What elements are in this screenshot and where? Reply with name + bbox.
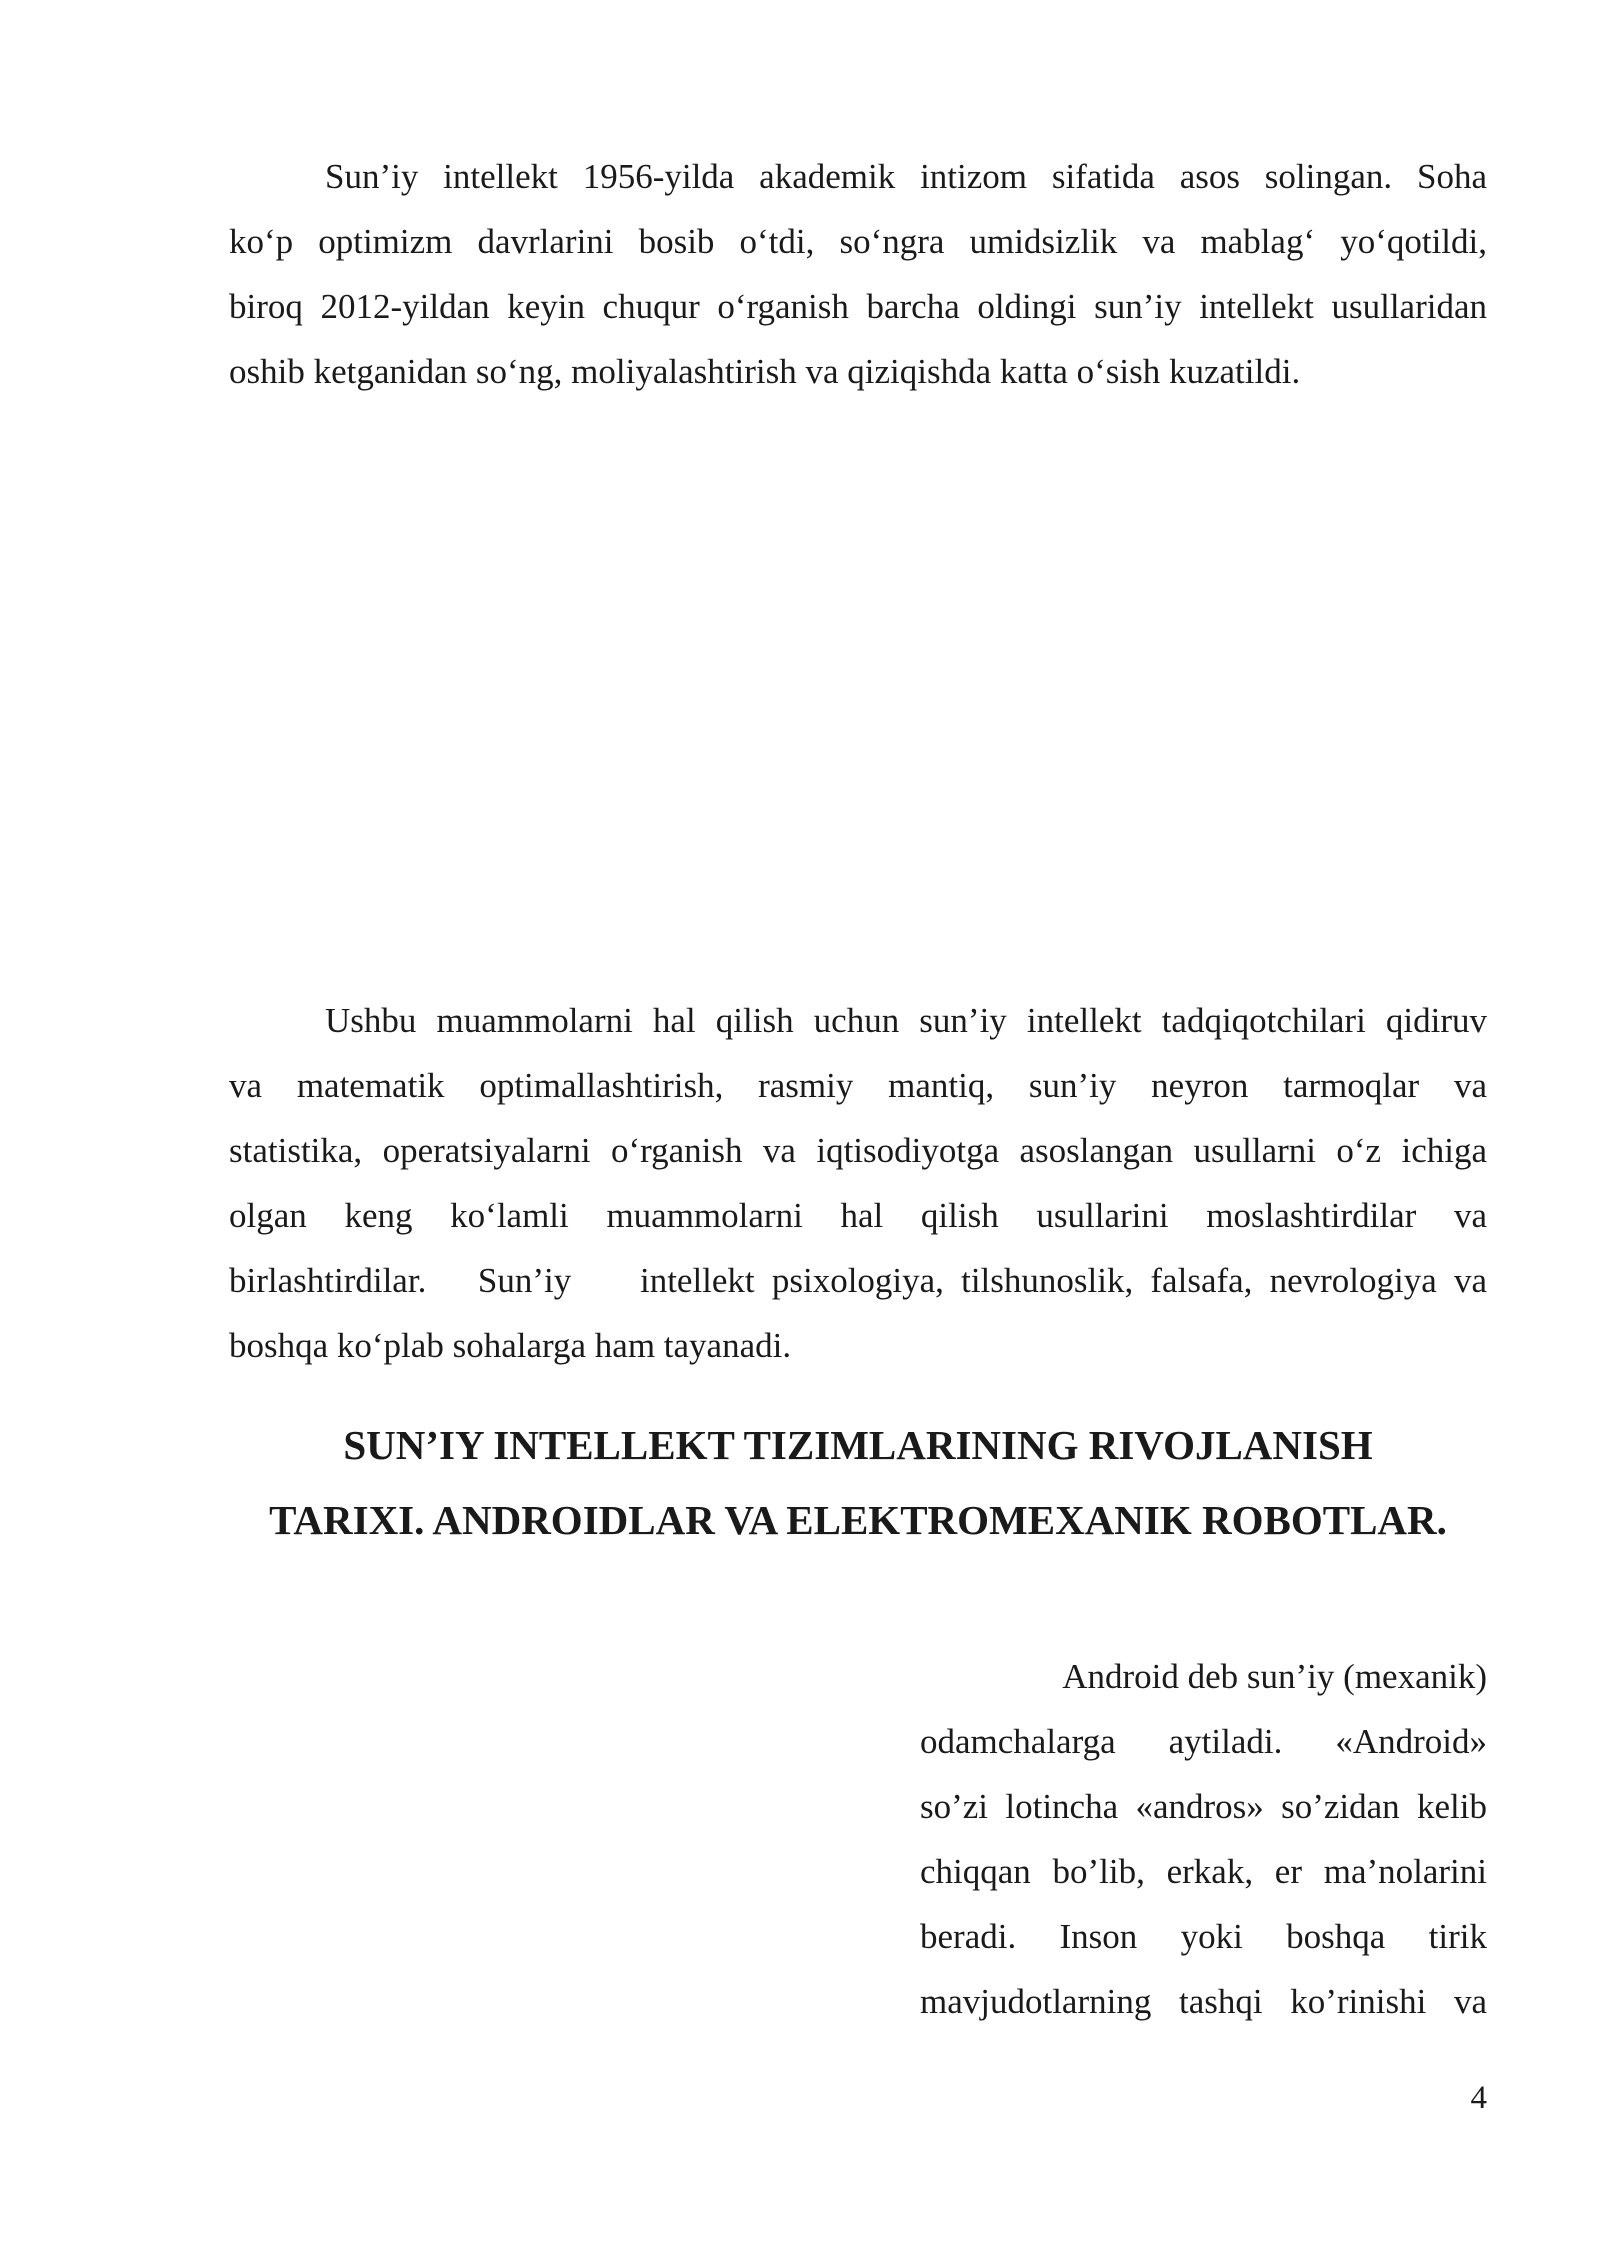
text-line: va matematik optimallashtirish, rasmiy mantiq, sun’iy neyron tarmoqlar va — [229, 1066, 1487, 1105]
paragraph-android-definition — [920, 1644, 1487, 2034]
text-line: Sun’iy intellekt 1956-yilda akademik intizom sifatida asos solingan. Soha — [325, 157, 1487, 196]
text-line: birlashtirdilar. Sun’iy intellekt psixologiya, tilshunoslik, falsafa, nevrologiya va — [229, 1261, 1487, 1300]
text-line: olgan keng ko‘lamli muammolarni hal qilish usullarini moslashtirdilar va — [229, 1196, 1487, 1235]
paragraph-ai-methods — [229, 988, 1487, 1378]
text-line: statistika, operatsiyalarni o‘rganish va iqtisodiyotga asoslangan usullarni o‘z ichiga — [229, 1131, 1487, 1170]
text-line: odamchalarga aytiladi. «Android» — [920, 1722, 1487, 1761]
text-line: so’zi lotincha «andros» so’zidan kelib — [920, 1787, 1487, 1826]
page-number: 4 — [1470, 2080, 1487, 2116]
text-line: beradi. Inson yoki boshqa tirik — [920, 1917, 1487, 1956]
section-heading — [229, 1408, 1487, 1558]
text-line: chiqqan bo’lib, erkak, er ma’nolarini — [920, 1852, 1487, 1891]
text-line: Android deb sun’iy (mexanik) — [1062, 1657, 1487, 1696]
text-line: boshqa ko‘plab sohalarga ham tayanadi. — [229, 1326, 792, 1365]
text-line: biroq 2012-yildan keyin chuqur o‘rganish barcha oldingi sun’iy intellekt usullaridan — [229, 287, 1487, 326]
heading-line: TARIXI. ANDROIDLAR VA ELEKTROMEXANIK ROBOTLAR. — [269, 1497, 1447, 1543]
text-line: Ushbu muammolarni hal qilish uchun sun’iy intellekt tadqiqotchilari qidiruv — [325, 1001, 1487, 1040]
text-line: ko‘p optimizm davrlarini bosib o‘tdi, so‘ngra umidsizlik va mablag‘ yo‘qotildi, — [229, 222, 1487, 261]
text-line: oshib ketganidan so‘ng, moliyalashtirish va qiziqishda katta o‘sish kuzatildi. — [229, 352, 1301, 391]
text-line: mavjudotlarning tashqi ko’rinishi va — [920, 1982, 1487, 2021]
heading-line: SUN’IY INTELLEKT TIZIMLARINING RIVOJLANISH — [343, 1422, 1373, 1468]
paragraph-ai-history — [229, 144, 1487, 404]
